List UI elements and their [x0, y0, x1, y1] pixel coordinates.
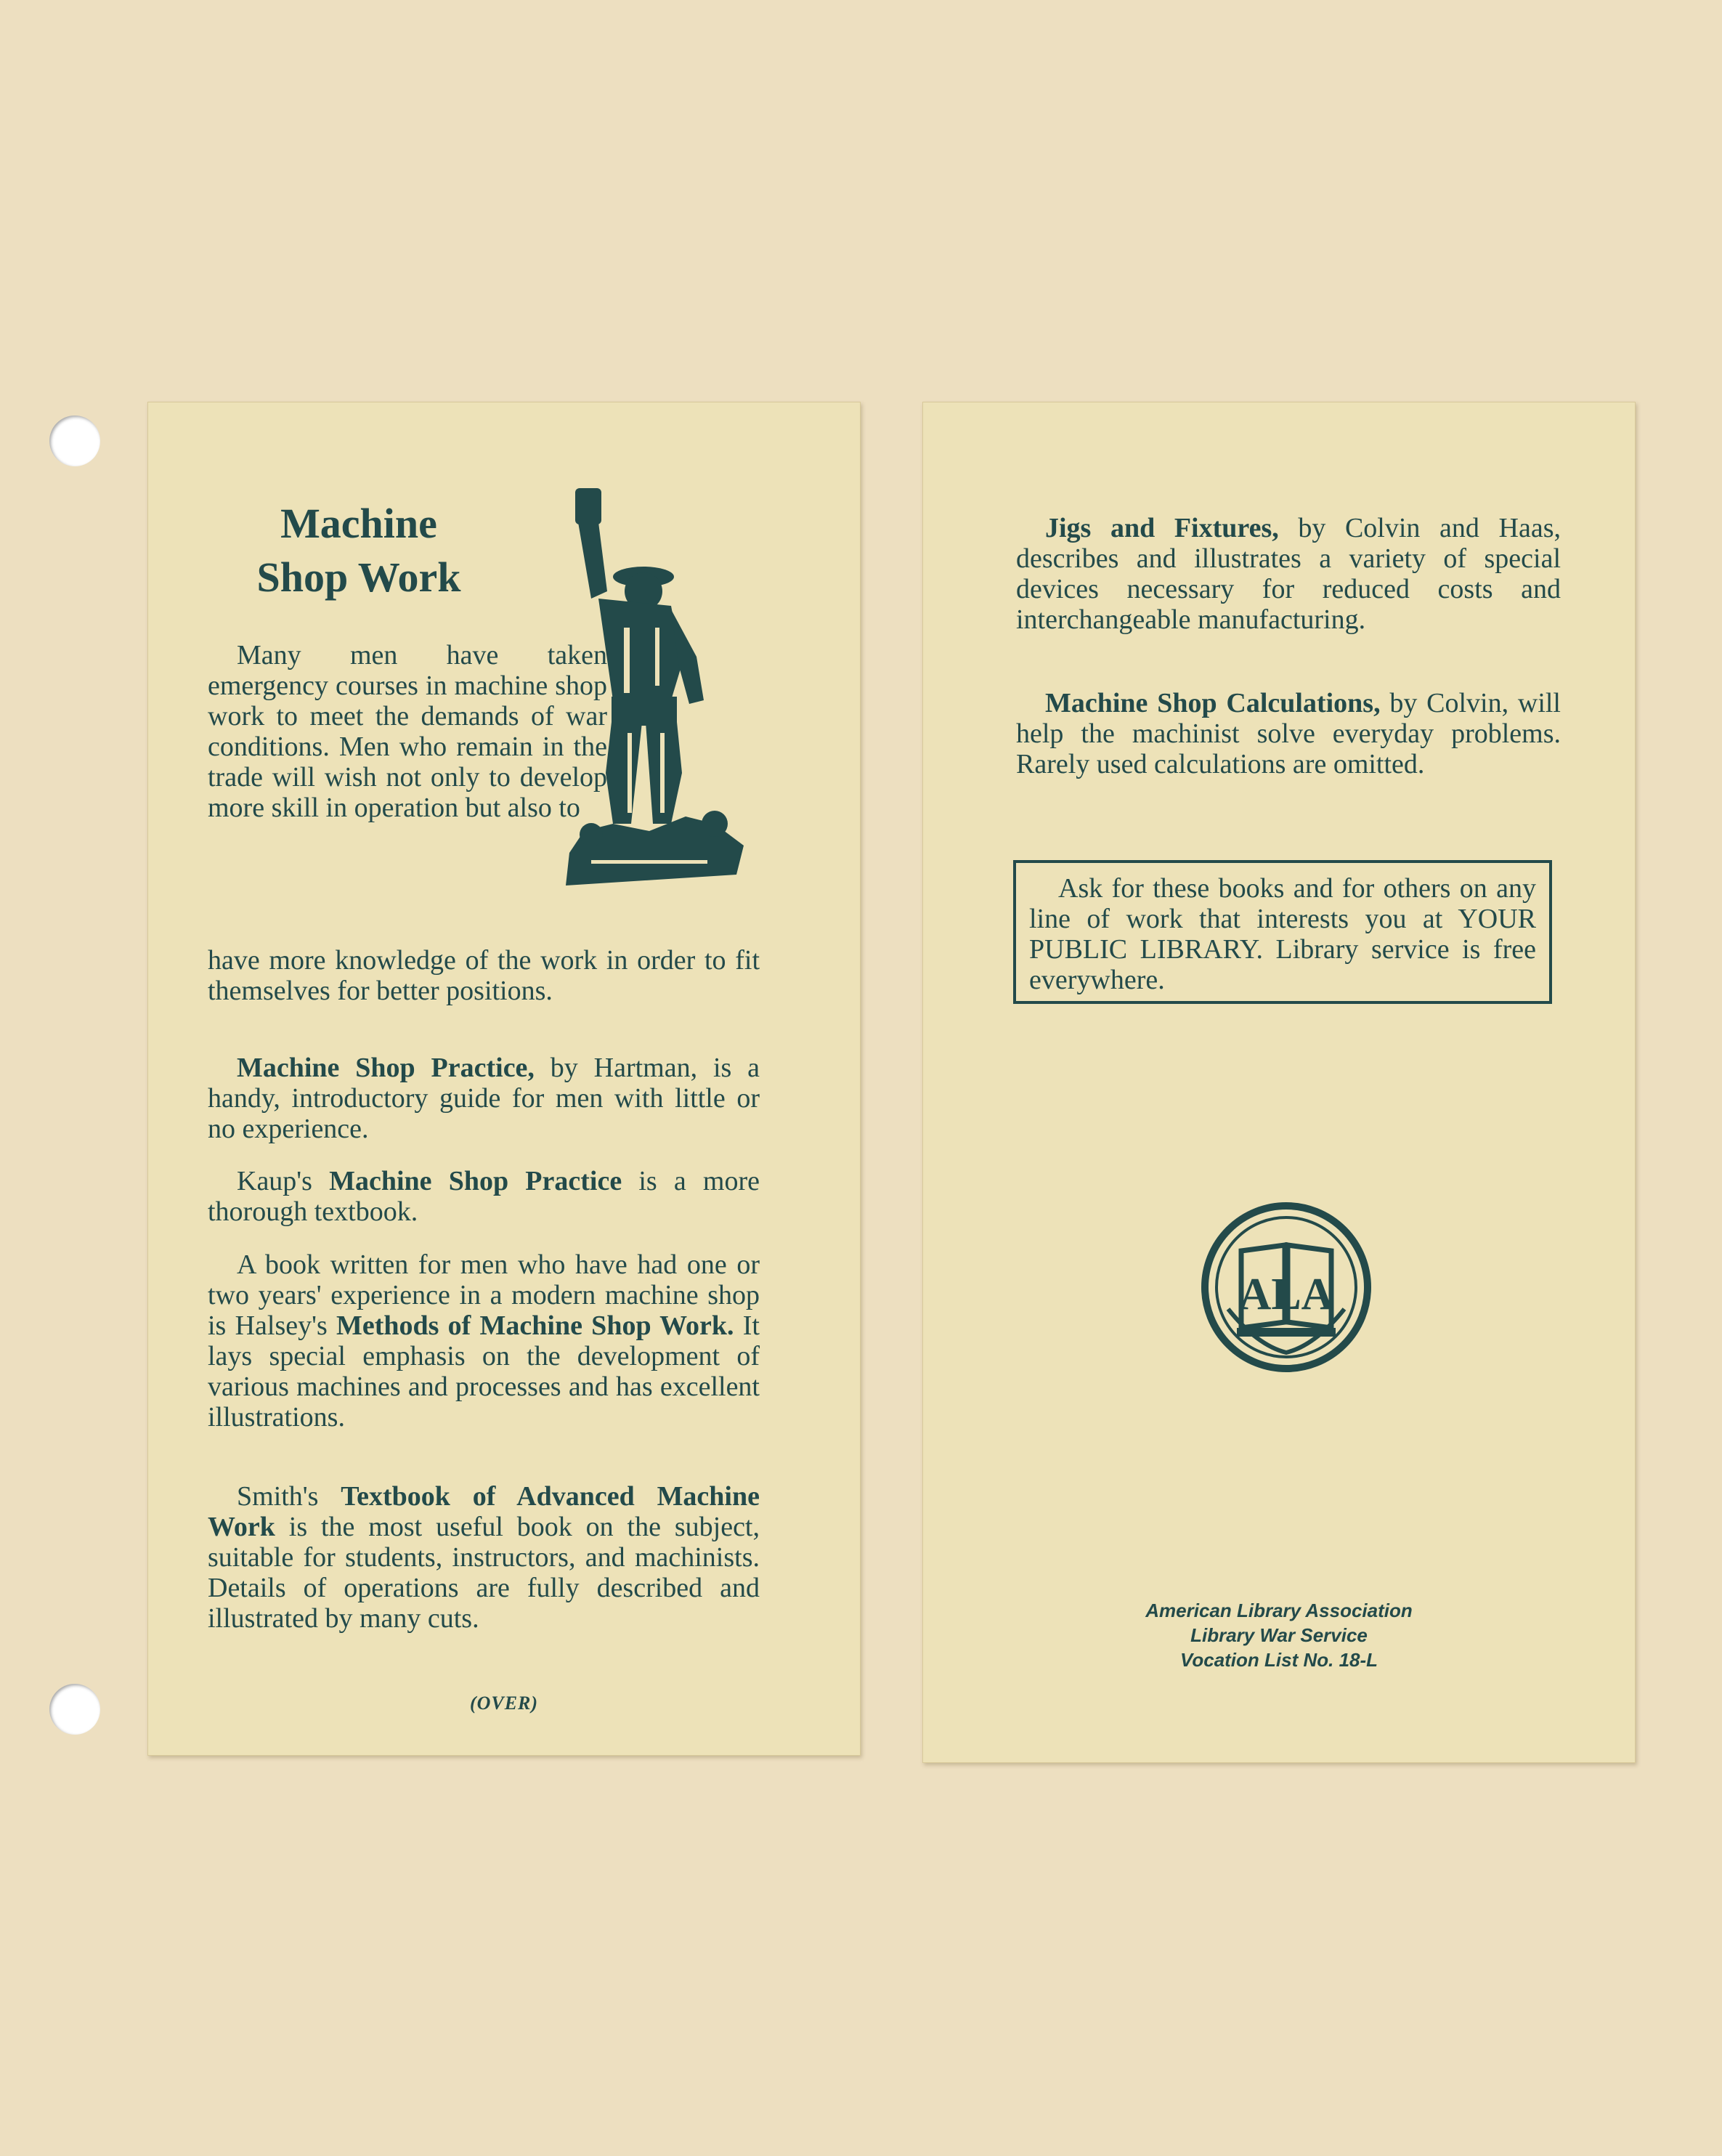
leaflet-title	[206, 497, 511, 604]
book-title-kaup: Machine Shop Practice	[329, 1166, 622, 1196]
footer-line-3: Vocation List No. 18-L	[1179, 1649, 1378, 1671]
over-label: (OVER)	[469, 1693, 539, 1714]
book-title-hartman: Machine Shop Practice,	[237, 1053, 535, 1083]
punch-hole-bottom	[49, 1684, 100, 1735]
book-entry-hartman	[208, 1053, 760, 1144]
leaflet-front	[147, 402, 861, 1756]
book-entry-jigs	[1016, 513, 1561, 635]
publisher-footer	[923, 1598, 1635, 1672]
book-desc-calculations: by Colvin, will help the machinist solve everyday problems. Rarely used calculations are omitted.	[1016, 688, 1561, 779]
intro-paragraph-continued: have more knowledge of the work in order to fit themselves for better positions.	[208, 945, 760, 1006]
book-desc-kaup: is a more thorough textbook.	[208, 1166, 760, 1227]
book-title-halsey: Methods of Machine Shop Work.	[336, 1310, 734, 1341]
title-line-2: Shop Work	[256, 554, 461, 601]
title-line-1: Machine	[280, 500, 437, 547]
intro-paragraph-top: Many men have taken emergency courses in machine shop work to meet the demands of war conditions. Men who remain in the trade will wish not only to develop more skill in operation but also to	[208, 640, 607, 823]
book-author-kaup: Kaup's	[237, 1166, 330, 1196]
footer-line-2: Library War Service	[1190, 1624, 1368, 1646]
leaflet-back	[922, 402, 1636, 1763]
library-callout-box: Ask for these books and for others on any line of work that interests you at YOUR PUBLIC LIBRARY. Library service is free everywhere.	[1013, 860, 1552, 1004]
book-desc-halsey: It lays special emphasis on the development of various machines and processes and has excellent illustrations.	[208, 1310, 760, 1432]
book-entry-halsey	[208, 1249, 760, 1432]
ala-seal-logo	[1199, 1200, 1373, 1374]
book-entry-calculations	[1016, 688, 1561, 779]
book-intro-halsey: A book written for men who have had one or two years' experience in a modern machine shop is Halsey's	[208, 1249, 760, 1341]
seal-text: ALA	[1238, 1270, 1334, 1319]
punch-hole-top	[49, 416, 100, 466]
book-title-jigs: Jigs and Fixtures,	[1045, 513, 1279, 543]
book-title-calculations: Machine Shop Calculations,	[1045, 688, 1381, 718]
book-desc-hartman: by Hartman, is a handy, introductory guide for men with little or no experience.	[208, 1053, 760, 1144]
book-entry-kaup	[208, 1166, 760, 1227]
book-author-smith: Smith's	[237, 1481, 341, 1512]
book-title-smith: Textbook of Advanced Machine Work	[208, 1481, 760, 1542]
book-entry-smith	[208, 1481, 760, 1634]
book-desc-smith: is the most useful book on the subject, suitable for students, instructors, and machinists. Details of operations are fully described and illustrated by many cuts.	[208, 1512, 760, 1634]
book-desc-jigs: by Colvin and Haas, describes and illustrates a variety of special devices necessary for reduced costs and interchangeable manufacturing.	[1016, 513, 1561, 635]
footer-line-1: American Library Association	[1145, 1600, 1413, 1621]
